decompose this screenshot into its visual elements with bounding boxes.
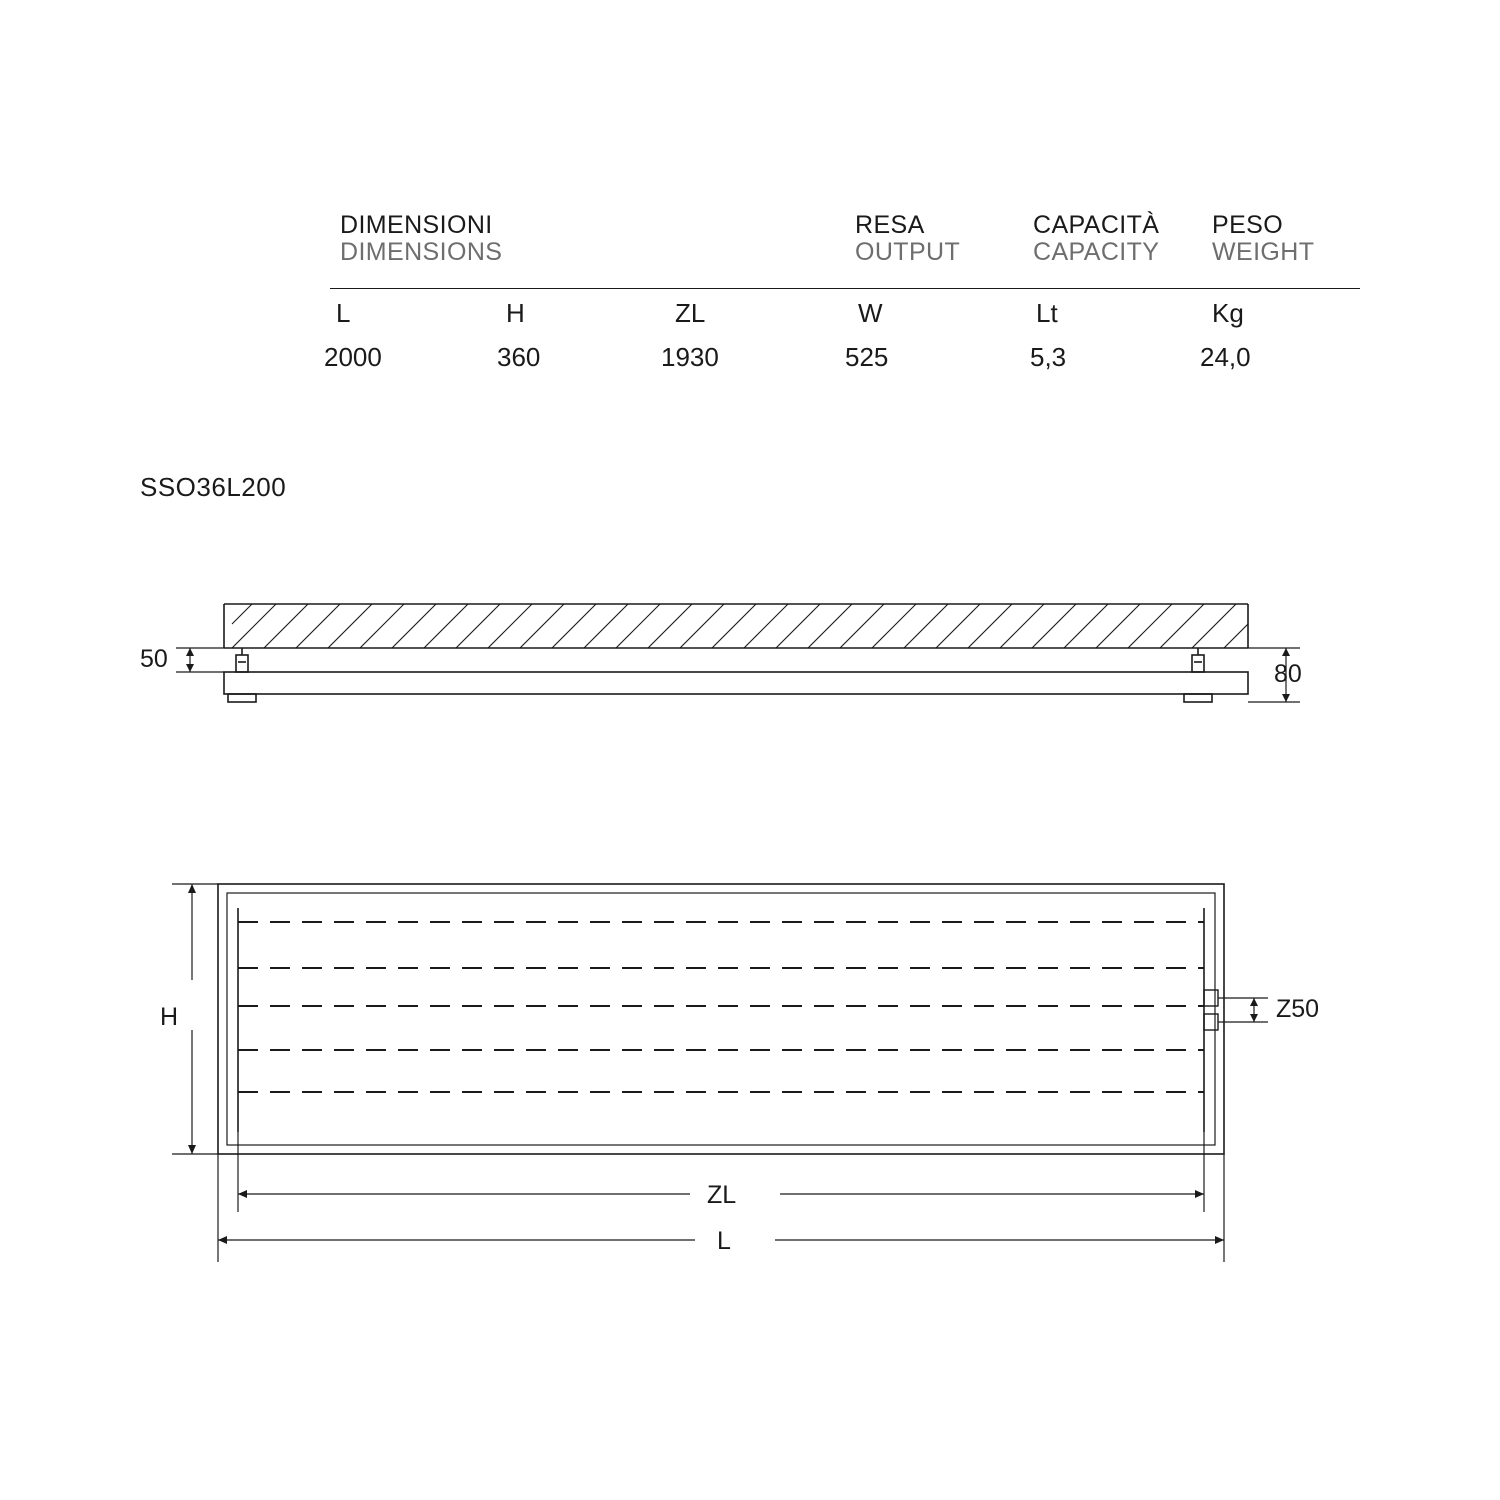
dimension-h [172, 884, 218, 1154]
side-view-drawing [176, 604, 1300, 702]
bracket-right [1184, 648, 1212, 702]
value-w: 525 [845, 342, 889, 372]
unit-zl: ZL [675, 298, 706, 328]
label-zl: ZL [707, 1181, 737, 1209]
header-group-output-it: RESA [855, 211, 925, 239]
header-group-weight-en: WEIGHT [1212, 238, 1315, 266]
header-group-weight-it: PESO [1212, 211, 1284, 239]
unit-l: L [336, 298, 351, 328]
label-side-offset: 50 [140, 645, 168, 673]
dimension-z50 [1218, 998, 1268, 1022]
value-kg: 24,0 [1200, 342, 1251, 372]
unit-w: W [858, 298, 883, 328]
header-group-dimensions-en: DIMENSIONS [340, 238, 503, 266]
header-group-capacity-it: CAPACITÀ [1033, 211, 1160, 239]
value-l: 2000 [324, 342, 382, 372]
label-z50: Z50 [1276, 995, 1320, 1023]
model-code: SSO36L200 [140, 472, 287, 502]
radiator-inner-frame [227, 893, 1215, 1145]
unit-h: H [506, 298, 525, 328]
header-group-output-en: OUTPUT [855, 238, 961, 266]
value-lt: 5,3 [1030, 342, 1067, 372]
dimension-50 [176, 648, 224, 672]
radiator-side-body [224, 672, 1248, 694]
connection-ports [1204, 990, 1218, 1030]
value-zl: 1930 [661, 342, 719, 372]
radiator-outer-frame [218, 884, 1224, 1154]
label-height: H [160, 1003, 179, 1031]
label-side-height: 80 [1274, 660, 1302, 688]
value-h: 360 [497, 342, 541, 372]
label-l: L [717, 1227, 731, 1255]
unit-lt: Lt [1036, 298, 1058, 328]
bracket-left [228, 648, 256, 702]
header-group-dimensions-it: DIMENSIONI [340, 211, 493, 239]
wall-hatch [224, 604, 1248, 648]
radiator-tubes [238, 922, 1204, 1092]
unit-kg: Kg [1212, 298, 1244, 328]
header-group-capacity-en: CAPACITY [1033, 238, 1160, 266]
